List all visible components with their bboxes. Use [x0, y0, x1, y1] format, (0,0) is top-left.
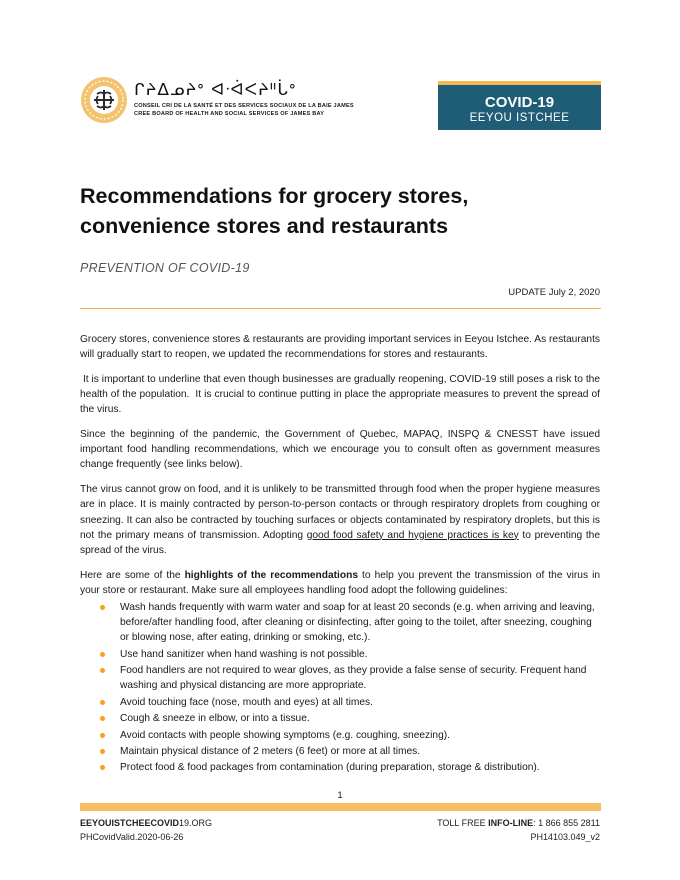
list-item [120, 760, 600, 775]
bullet-icon [100, 716, 105, 721]
bullet-icon [100, 765, 105, 770]
footer-divider [80, 803, 601, 811]
bullet-icon [100, 668, 105, 673]
guidelines-list [80, 600, 600, 776]
org-name-french: CONSEIL CRI DE LA SANTÉ ET DES SERVICES SOCIAUX DE LA BAIE JAMES [134, 103, 354, 109]
food-safety-link[interactable]: good food safety and hygiene practices is key [306, 529, 519, 541]
footer-website[interactable] [80, 818, 212, 828]
footer-reference-left: PHCovidValid.2020-06-26 [80, 832, 184, 842]
list-item [120, 728, 600, 743]
org-name-english: CREE BOARD OF HEALTH AND SOCIAL SERVICES OF JAMES BAY [134, 111, 325, 117]
footer-reference-right: PH14103.049_v2 [530, 832, 600, 842]
infoline-prefix: TOLL FREE [437, 818, 489, 828]
footer-infoline [437, 818, 600, 828]
title-line-1: Recommendations for grocery stores, [80, 184, 469, 208]
page-subtitle: PREVENTION OF COVID-19 [80, 261, 250, 275]
covid-badge [438, 81, 601, 130]
list-item [120, 647, 600, 662]
paragraph-risk: It is important to underline that even though businesses are gradually reopening, COVID-19 still poses a risk to the health of the population. It is crucial to continue putting in place the appropriate measures to prevent the spread of the virus. [80, 373, 603, 416]
list-item-text: Avoid touching face (nose, mouth and eyes) at all times. [120, 696, 373, 708]
page-title [80, 181, 468, 241]
cree-health-board-logo [80, 76, 128, 124]
bullet-icon [100, 700, 105, 705]
paragraph-transmission [80, 482, 600, 558]
badge-subtitle: EEYOU ISTCHEE [469, 112, 570, 124]
website-bold: EEYOUISTCHEECOVID [80, 818, 180, 828]
list-item-text: Wash hands frequently with warm water and soap for at least 20 seconds (e.g. when arriving and leaving, before/after handling food, after cleaning or disinfecting, after going to the toilet, after sneezing, coughing or blowing nose, after eating, drinking or smoking, etc.). [120, 602, 595, 644]
infoline-bold: INFO-LINE [488, 818, 534, 828]
bullet-icon [100, 605, 105, 610]
header-divider [80, 308, 601, 309]
update-date: UPDATE July 2, 2020 [508, 287, 600, 298]
paragraph-highlights [80, 568, 600, 598]
list-item-text: Cough & sneeze in elbow, or into a tissue. [120, 713, 310, 725]
list-item-text: Maintain physical distance of 2 meters (6 feet) or more at all times. [120, 746, 421, 757]
bullet-icon [100, 733, 105, 738]
list-item [120, 711, 600, 726]
badge-title: COVID-19 [484, 94, 555, 111]
document-body [80, 332, 603, 777]
transmission-text-end: to preventing the spread of the virus. [80, 529, 600, 556]
page-number: 1 [337, 790, 343, 801]
list-item [120, 663, 600, 693]
bullet-icon [100, 652, 105, 657]
list-item-text: Protect food & food packages from contamination (during preparation, storage & distribution). [120, 762, 540, 774]
highlights-text: Here are some of the [80, 569, 185, 581]
highlights-bold: highlights of the recommendations [184, 569, 359, 581]
list-item-text: Food handlers are not required to wear gloves, as they provide a false sense of security. Frequent hand washing and physical distancing are more appropriate. [120, 665, 587, 692]
list-item-text: Use hand sanitizer when hand washing is not possible. [120, 648, 368, 660]
list-item [120, 600, 600, 646]
title-line-2: convenience stores and restaurants [80, 214, 449, 238]
website-rest: 19.ORG [179, 818, 213, 828]
highlights-text-end: to help you prevent the transmission of the virus in your store or restaurant. Make sure all employees handling food adopt the following guidelines: [80, 569, 601, 596]
paragraph-intro: Grocery stores, convenience stores & restaurants are providing important services in Eeyou Istchee. As restaurants will gradually start to reopen, we updated the recommendations for stores and restaurants. [80, 334, 600, 361]
org-name-cree: ᒋᔨᐃᓄᔨᐤ ᐊᐧᐋᐸᔨᐦᒑᐤ [134, 80, 297, 100]
list-item [120, 695, 600, 710]
infoline-number: : 1 866 855 2811 [533, 818, 600, 828]
list-item-text: Avoid contacts with people showing symptoms (e.g. coughing, sneezing). [120, 729, 450, 741]
paragraph-government: Since the beginning of the pandemic, the Government of Quebec, MAPAQ, INSPQ & CNESST have issued important food handling recommendations, which we encourage you to consult often as government measures change frequently (see links below). [80, 429, 600, 471]
bullet-icon [100, 749, 105, 754]
transmission-text: The virus cannot grow on food, and it is unlikely to be transmitted through food when the proper hygiene measures are in place. It is mainly contracted by person-to-person contacts or through respiratory droplets from coughing or sneezing. It can also be contracted by touching surfaces or objects contaminated by respiratory droplets, but this is not the primary means of transmission. Adopting [80, 484, 600, 541]
list-item [120, 744, 600, 759]
